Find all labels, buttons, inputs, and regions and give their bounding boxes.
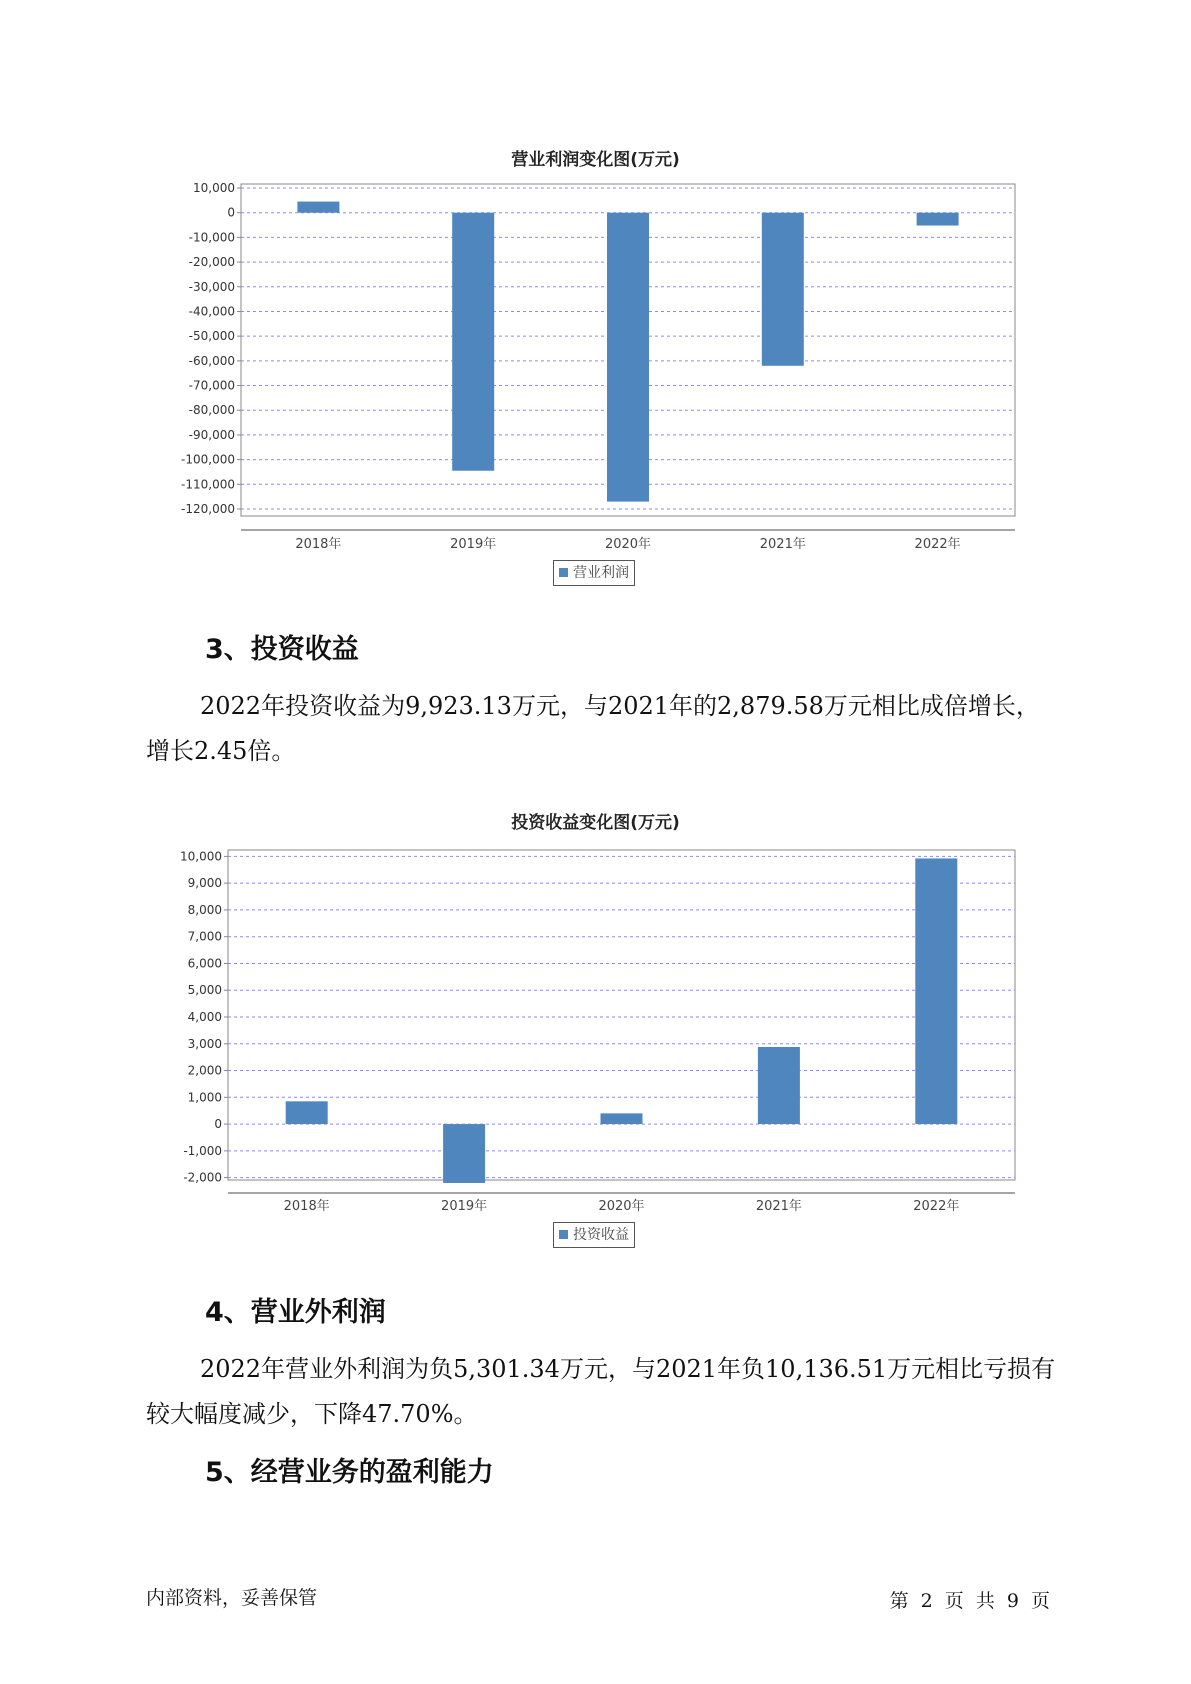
chart2-legend-label: 投资收益 <box>573 1227 629 1243</box>
operating-profit-chart <box>0 170 1191 552</box>
x-tick-label: 2019年 <box>441 1199 488 1214</box>
section4-heading: 4、营业外利润 <box>205 1297 386 1328</box>
y-tick-label: -110,000 <box>181 477 235 492</box>
bar-2020年 <box>607 213 649 502</box>
bar-2021年 <box>758 1047 800 1124</box>
section5-heading: 5、经营业务的盈利能力 <box>205 1457 494 1488</box>
y-tick-label: 8,000 <box>187 902 222 917</box>
y-tick-label: -50,000 <box>188 329 235 344</box>
chart1-legend-label: 营业利润 <box>573 565 629 581</box>
x-tick-label: 2021年 <box>759 537 806 552</box>
y-tick-label: -40,000 <box>188 304 235 319</box>
x-tick-label: 2019年 <box>450 537 497 552</box>
y-tick-label: -20,000 <box>188 255 235 270</box>
x-tick-label: 2022年 <box>914 537 961 552</box>
bar-2020年 <box>601 1113 643 1124</box>
y-tick-label: 10,000 <box>180 849 222 864</box>
y-tick-label: -60,000 <box>188 353 235 368</box>
y-tick-label: 9,000 <box>187 876 222 891</box>
y-tick-label: -10,000 <box>188 230 235 245</box>
chart1-title: 营业利润变化图(万元) <box>511 150 680 170</box>
section3-paragraph: 2022年投资收益为9,923.13万元，与2021年的2,879.58万元相比成倍增长，增长2.45倍。 <box>146 692 1040 765</box>
y-tick-label: 2,000 <box>187 1063 222 1078</box>
x-tick-label: 2022年 <box>913 1199 960 1214</box>
y-tick-label: 7,000 <box>187 929 222 944</box>
footer-confidential: 内部资料，妥善保管 <box>146 1587 318 1609</box>
y-tick-label: -90,000 <box>188 427 235 442</box>
y-tick-label: 0 <box>227 205 235 220</box>
investment-income-chart <box>0 840 1191 1220</box>
bar-2018年 <box>297 202 339 213</box>
y-tick-label: 1,000 <box>187 1090 222 1105</box>
bar-2018年 <box>286 1101 328 1124</box>
y-tick-label: 5,000 <box>187 983 222 998</box>
y-tick-label: -100,000 <box>181 452 235 467</box>
plot-frame <box>228 850 1015 1180</box>
y-tick-label: -120,000 <box>181 502 235 516</box>
y-tick-label: -30,000 <box>188 279 235 294</box>
y-tick-label: -1,000 <box>183 1143 222 1158</box>
legend-swatch-icon <box>559 568 568 577</box>
y-tick-label: 10,000 <box>193 181 235 195</box>
bar-2019年 <box>452 213 494 471</box>
y-tick-label: 0 <box>214 1117 222 1132</box>
section4-paragraph: 2022年营业外利润为负5,301.34万元，与2021年负10,136.51万元相比亏损有较大幅度减少，下降47.70%。 <box>146 1355 1056 1428</box>
bar-2022年 <box>915 858 957 1124</box>
chart2-title: 投资收益变化图(万元) <box>511 813 680 833</box>
bar-2019年 <box>443 1124 485 1183</box>
chart1-legend <box>553 560 635 586</box>
y-tick-label: -80,000 <box>188 403 235 418</box>
bar-2022年 <box>917 213 959 226</box>
section3-heading: 3、投资收益 <box>205 634 359 665</box>
bar-2021年 <box>762 213 804 366</box>
footer-page-number: 第 2 页 共 9 页 <box>889 1590 1050 1612</box>
x-tick-label: 2018年 <box>283 1199 330 1214</box>
y-tick-label: 4,000 <box>187 1010 222 1024</box>
y-tick-label: -2,000 <box>183 1170 222 1185</box>
x-tick-label: 2018年 <box>295 537 342 552</box>
y-tick-label: -70,000 <box>188 378 235 393</box>
y-tick-label: 6,000 <box>187 956 222 971</box>
y-tick-label: 3,000 <box>187 1036 222 1051</box>
x-tick-label: 2020年 <box>598 1199 645 1214</box>
x-tick-label: 2021年 <box>755 1199 802 1214</box>
x-tick-label: 2020年 <box>604 537 652 552</box>
legend-swatch-icon <box>559 1230 568 1239</box>
chart2-legend <box>553 1222 635 1248</box>
